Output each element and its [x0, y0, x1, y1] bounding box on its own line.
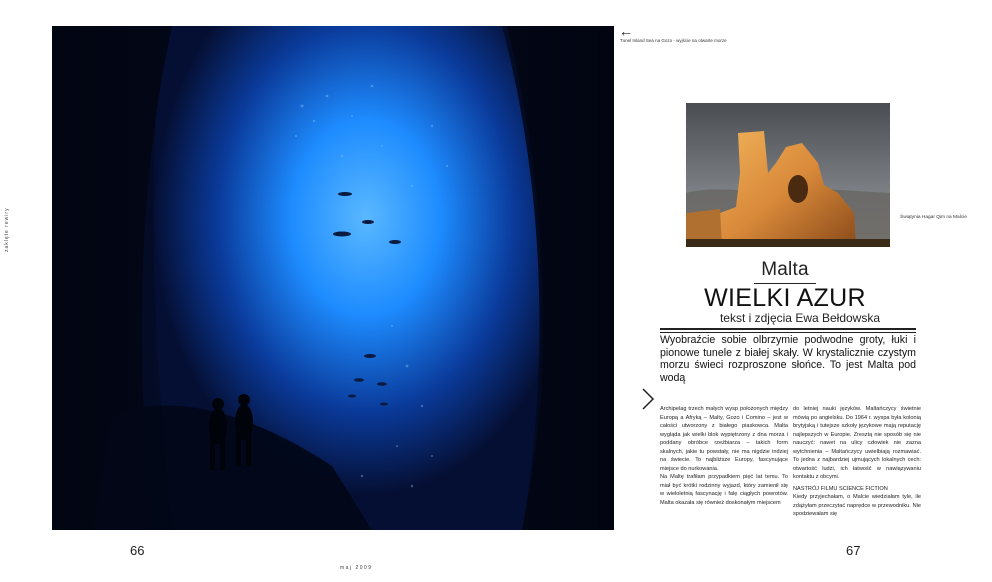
article-kicker: Malta	[761, 259, 809, 280]
article-column-1	[660, 405, 788, 507]
column-2-subheading: NASTRÓJ FILMU SCIENCE FICTION	[793, 485, 888, 492]
arrow-left-icon: ←	[619, 23, 633, 39]
lead-divider	[660, 328, 916, 330]
column-2-paragraph-2: Kiedy przyjechałam, o Malcie wiedziałam tyle, ile zdążyłam przeczytać naprędce w przewodniku. Nie spodziewałam się	[793, 494, 921, 517]
article-headline: WIELKI AZUR	[704, 284, 866, 312]
column-1-paragraph-2: Na Maltę trafiłam przypadkiem pięć lat temu. To miał być krótki rodzinny wyjazd, który zamienił się w wieloletnią fascynację i falę ciągłych powrotów. Malta okazała się również doskonałym miejscem	[660, 474, 788, 506]
column-2-paragraph-1: do letniej nauki języków. Maltańczycy świetnie mówią po angielsku. Do 1964 r. wyspa była kolonią brytyjską i tutejsze szkoły językowe mają reputację najlepszych w Europie. Zresztą nie sposób się nie nauczyć: nawet na ulicy człowiek nie zazna wytchnienia – Maltańczycy uwielbiają rozmawiać. To jedna z najbardziej ujmujących lokalnych cech: otwartość ludzi, ich łatwość w nawiązywaniu kontaktu z obcymi.	[793, 406, 921, 480]
article-lead	[660, 334, 916, 384]
chevron-right-icon	[641, 388, 655, 410]
issue-date: maj 2009	[340, 565, 373, 571]
article-byline: tekst i zdjęcia Ewa Bełdowska	[719, 311, 881, 325]
page-number-left: 66	[130, 543, 145, 558]
article-title-block	[650, 258, 920, 324]
column-1-paragraph-1: Archipelag trzech małych wysp położonych między Europą a Afryką – Malty, Gozo i Comino – jest w całości utworzony z białego piaskowca. Malta wygląda jak wielki blok wypiętrzony z dna morza i poddany obróbce rzeźbiarza – takich form skalnych, jakie tu powstały, nie ma nigdzie indziej na świecie. To najbliższe Europy, fascynujące miejsce do nurkowania.	[660, 406, 788, 472]
underwater-cave-photo	[52, 26, 614, 530]
main-photo-caption: Tunel Inland Sea na Gozo - wyjście na otwarte morze	[620, 38, 727, 43]
lead-text: Wyobraźcie sobie olbrzymie podwodne groty, łuki i pionowe tunele z białej skały. W krystalicznie czystym morzu świeci rozproszone słońce. To jest Malta pod wodą	[660, 334, 916, 384]
lead-divider-thin	[660, 332, 916, 333]
section-label: zaklęte rewiry	[4, 207, 10, 253]
page-number-right: 67	[846, 543, 861, 558]
temple-photo-caption: Świątynia Hagar Qim na Malcie	[900, 215, 967, 220]
temple-photo	[686, 103, 890, 247]
article-column-2	[793, 405, 921, 519]
